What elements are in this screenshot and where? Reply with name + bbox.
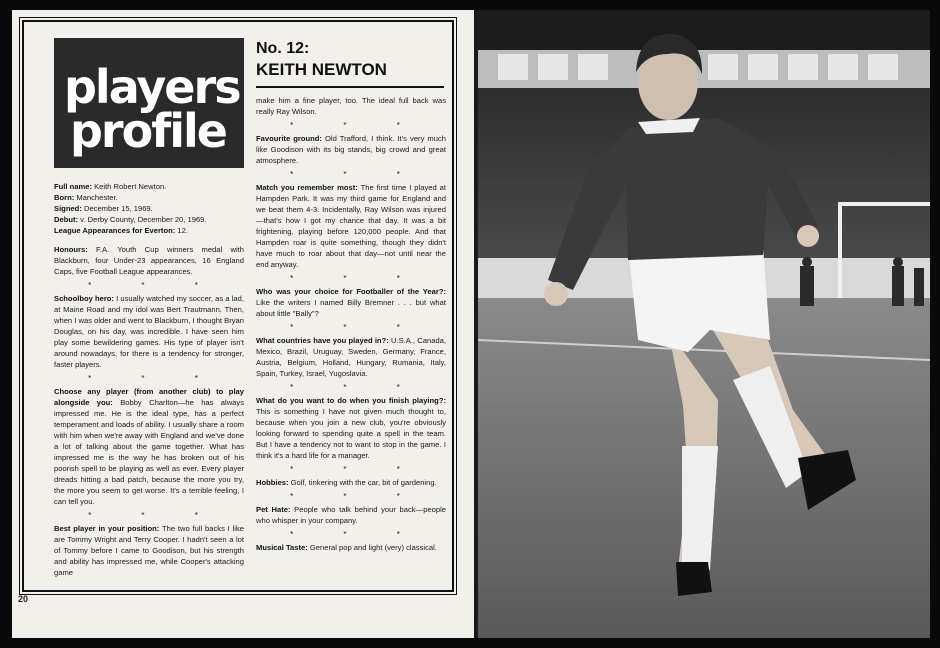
pet-hate-section: Pet Hate: People who talk behind your back—people who whisper in your company. bbox=[256, 505, 446, 525]
bio-line: Signed: December 15, 1969. bbox=[54, 204, 153, 213]
musical-taste-section: Musical Taste: General pop and light (very) classical. bbox=[256, 543, 437, 552]
star-divider: * * * bbox=[88, 281, 222, 290]
favourite-ground-section: Favourite ground: Old Trafford, I think. It's very much like Goodison with its big stands, big crowd and great atmosphere. bbox=[256, 134, 447, 165]
bio-line: League Appearances for Everton: 12. bbox=[54, 226, 188, 235]
players-profile-logo bbox=[54, 38, 244, 168]
honours-section: Honours: F.A. Youth Cup winners medal with Blackburn, four Under-23 appearances, 16 England Caps, five Football League appearances. bbox=[54, 245, 244, 276]
right-column bbox=[256, 95, 446, 553]
bio-line: Born: Manchester. bbox=[54, 193, 118, 202]
player-photo bbox=[478, 10, 930, 638]
star-divider: * * * bbox=[290, 492, 424, 501]
page-number: 20 bbox=[18, 594, 29, 604]
hobbies-section: Hobbies: Golf, tinkering with the car, bit of gardening. bbox=[256, 478, 437, 487]
logo-line-2: profile bbox=[70, 104, 226, 158]
continued-text: make him a fine player, too. The ideal full back was really Ray Wilson. bbox=[256, 96, 446, 116]
schoolboy-hero-section: Schoolboy hero: I usually watched my soccer, as a lad, at Maine Road and my idol was Bert Trautmann. Then, when I was older and went to Blackburn, I thought Bryan Douglas, on his day, was incredible. I have seen him play some bewildering games. His type of player isn't around nowadays, for there is a tendency for stronger, faster players. bbox=[54, 294, 244, 369]
best-player-section: Best player in your position: The two full backs I like are Tommy Wright and Terry Cooper. I hadn't seen a lot of Tommy before I came to Goodison, but his strength and ability has impressed me, while Cooper's attacking game bbox=[54, 524, 244, 577]
match-remember-section: Match you remember most: The first time I played at Hampden Park. It was my third game for England and we beat them 4-3. Incidentally, Ray Wilson was injured—that's how I got my chance that day. It was a bit frightening, playing before 120,000 people. And that Hampden roar is quite something, though they didn't have much to roar about that day—not until near the end anyway. bbox=[256, 183, 446, 269]
star-divider: * * * bbox=[290, 274, 424, 283]
logo-line-1: players bbox=[64, 60, 240, 114]
title-underline bbox=[256, 86, 444, 88]
profile-number: No. 12: bbox=[256, 40, 310, 57]
star-divider: * * * bbox=[290, 170, 424, 179]
left-column bbox=[54, 181, 244, 578]
player-name: KEITH NEWTON bbox=[256, 60, 387, 79]
countries-section: What countries have you played in?: U.S.A., Canada, Mexico, Brazil, Uruguay, Sweden, Germany, France, Austria, Belgium, Holland, Hungary, Rumania, Italy, Spain, Turkey, Israel, Yugoslavia. bbox=[256, 336, 447, 378]
after-playing-section: What do you want to do when you finish playing?: This is something I have not given much thought to, because when you join a new club, you're obviously looking forward to spending quite a spell in the team. But I have a tendency not to want to stop in the game. I think it's a hard life for a manager. bbox=[256, 396, 446, 460]
star-divider: * * * bbox=[290, 323, 424, 332]
footballer-of-year-section: Who was your choice for Footballer of the Year?: Like the writers I named Billy Bremner . . . but what about little "Bally"? bbox=[256, 287, 446, 318]
star-divider: * * * bbox=[290, 530, 424, 539]
alongside-section: Choose any player (from another club) to play alongside you: Bobby Charlton—he has always impressed me. He is the ideal type, has a perfect temperament and loads of ability. I usually share a room with him when we're away with England and we've done a lot of talking about the game together. What has impressed me is the way he has broken out of his poorish spell to be playing as well as ever. Every player dreads hitting a bad patch, because the more you try, the more you seem to get worse. It's a terrible feeling, I can tell you. bbox=[54, 387, 244, 506]
star-divider: * * * bbox=[290, 121, 424, 130]
bio-line: Full name: Keith Robert Newton. bbox=[54, 182, 167, 191]
bio-line: Debut: v. Derby County, December 20, 1969. bbox=[54, 215, 207, 224]
star-divider: * * * bbox=[88, 511, 222, 520]
star-divider: * * * bbox=[88, 374, 222, 383]
star-divider: * * * bbox=[290, 465, 424, 474]
star-divider: * * * bbox=[290, 383, 424, 392]
